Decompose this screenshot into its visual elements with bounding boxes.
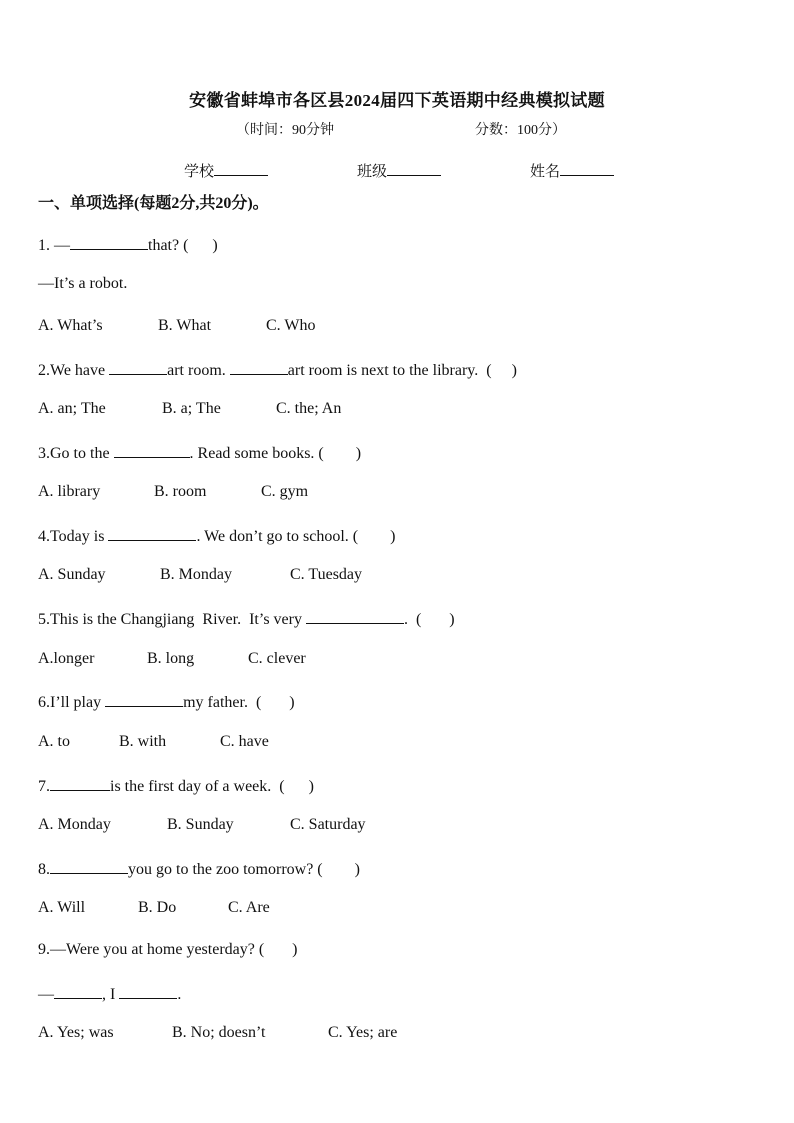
class-field[interactable]: [357, 160, 441, 181]
question-text: art room is next to the library. ( ): [287, 362, 517, 379]
question-3: [38, 442, 361, 463]
question-2: [38, 359, 517, 380]
question-6-options: [38, 733, 269, 751]
question-text: —: [38, 986, 54, 1003]
question-text: 1. —: [38, 237, 70, 254]
answer-blank[interactable]: [105, 691, 183, 707]
option-a[interactable]: A. What’s: [38, 317, 103, 334]
question-text: 5.This is the Changjiang River. It’s very: [38, 611, 306, 628]
question-text: . We don’t go to school. ( ): [196, 528, 396, 545]
option-c[interactable]: C. have: [220, 733, 269, 750]
option-b[interactable]: B. Do: [138, 899, 177, 916]
option-b[interactable]: B. Monday: [160, 566, 232, 583]
option-b[interactable]: B. Sunday: [167, 816, 234, 833]
option-b[interactable]: B. No; doesn’t: [172, 1024, 266, 1041]
question-5: [38, 608, 455, 629]
question-text: 2.We have: [38, 362, 110, 379]
question-6: [38, 691, 295, 712]
question-9-reply: [38, 983, 181, 1004]
option-c[interactable]: C. Tuesday: [290, 566, 363, 583]
class-label: 班级: [356, 164, 387, 180]
option-a[interactable]: A. Sunday: [38, 566, 106, 583]
question-text: 3.Go to the: [38, 445, 114, 462]
question-text: 6.I’ll play: [38, 694, 106, 711]
section-heading: 一、单项选择(每题2分,共20分)。: [38, 195, 269, 212]
question-9-options: [38, 1024, 397, 1042]
option-c[interactable]: C. Who: [266, 317, 316, 334]
school-blank[interactable]: [214, 161, 268, 176]
question-1: [38, 234, 218, 255]
name-label: 姓名: [529, 164, 560, 180]
option-a[interactable]: A.longer: [38, 650, 95, 667]
option-b[interactable]: B. room: [154, 483, 207, 500]
question-text: 4.Today is: [38, 528, 109, 545]
option-c[interactable]: C. Saturday: [290, 816, 366, 833]
page-title: 安徽省蚌埠市各区县2024届四下英语期中经典模拟试题: [189, 91, 605, 110]
name-blank[interactable]: [560, 161, 614, 176]
option-c[interactable]: C. Are: [228, 899, 270, 916]
answer-blank[interactable]: [108, 525, 196, 541]
option-c[interactable]: C. the; An: [276, 400, 342, 417]
time-label: （时间：90分钟: [236, 123, 334, 138]
option-c[interactable]: C. clever: [248, 650, 306, 667]
answer-blank[interactable]: [306, 608, 404, 624]
option-a[interactable]: A. to: [38, 733, 70, 750]
question-2-options: [38, 400, 341, 418]
option-c[interactable]: C. gym: [261, 483, 309, 500]
option-a[interactable]: A. library: [38, 483, 101, 500]
question-text: art room.: [167, 362, 230, 379]
question-text: 8.: [38, 861, 50, 878]
question-4: [38, 525, 395, 546]
question-text: . ( ): [403, 611, 455, 628]
option-b[interactable]: B. with: [119, 733, 167, 750]
exam-meta: [236, 119, 566, 139]
question-text: . Read some books. ( ): [189, 445, 362, 462]
class-blank[interactable]: [387, 161, 441, 176]
question-text: my father. ( ): [183, 694, 295, 711]
question-7: [38, 775, 314, 796]
option-b[interactable]: B. a; The: [162, 400, 221, 417]
answer-blank[interactable]: [54, 983, 102, 999]
question-5-options: [38, 650, 306, 668]
question-3-options: [38, 483, 308, 501]
option-a[interactable]: A. an; The: [38, 400, 106, 417]
answer-blank[interactable]: [114, 442, 190, 458]
student-info: [184, 160, 614, 181]
option-a[interactable]: A. Will: [38, 899, 86, 916]
name-field[interactable]: [530, 160, 614, 181]
answer-blank[interactable]: [119, 983, 177, 999]
question-1-reply: —It’s a robot.: [38, 275, 128, 292]
school-label: 学校: [184, 164, 215, 180]
question-text: 7.: [38, 778, 50, 795]
answer-blank[interactable]: [70, 234, 148, 250]
question-7-options: [38, 816, 366, 834]
question-text: is the first day of a week. ( ): [110, 778, 314, 795]
answer-blank[interactable]: [230, 359, 288, 375]
question-text: you go to the zoo tomorrow? ( ): [128, 861, 360, 878]
question-8-options: [38, 899, 270, 917]
school-field[interactable]: [184, 160, 268, 181]
question-text: .: [177, 986, 182, 1003]
question-text: , I: [102, 986, 120, 1003]
option-a[interactable]: A. Monday: [38, 816, 111, 833]
question-8: [38, 858, 360, 879]
option-b[interactable]: B. What: [158, 317, 212, 334]
option-a[interactable]: A. Yes; was: [38, 1024, 114, 1041]
score-label: 分数：100分）: [475, 123, 566, 138]
option-b[interactable]: B. long: [147, 650, 195, 667]
answer-blank[interactable]: [50, 775, 110, 791]
answer-blank[interactable]: [50, 858, 128, 874]
question-4-options: [38, 566, 362, 584]
question-9: 9.—Were you at home yesterday? ( ): [38, 941, 298, 958]
question-1-options: [38, 317, 315, 335]
question-text: that? ( ): [148, 237, 218, 254]
option-c[interactable]: C. Yes; are: [328, 1024, 398, 1041]
answer-blank[interactable]: [109, 359, 167, 375]
